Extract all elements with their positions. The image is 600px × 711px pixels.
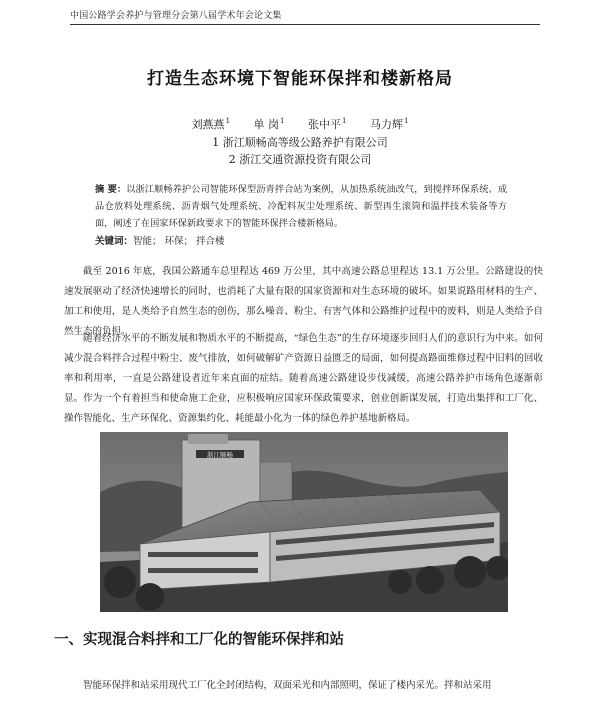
- affiliation-mark: 1: [225, 117, 231, 126]
- abstract-label: 摘 要：: [95, 184, 127, 195]
- author: [370, 118, 408, 131]
- keywords-text: 智能； 环保； 拌合楼: [133, 236, 225, 247]
- paper-title: 打造生态环境下智能环保拌和楼新格局: [147, 69, 453, 89]
- body-paragraph-3: 智能环保拌和站采用现代工厂化全封闭结构，双面采光和内部照明，保证了楼内采光。拌和站采用: [83, 680, 492, 691]
- keywords-label: 关键词：: [95, 236, 134, 247]
- author: [308, 118, 346, 131]
- author: [254, 118, 285, 131]
- author-name: 马力辉: [369, 118, 403, 131]
- affiliation-mark: 1: [403, 117, 409, 126]
- body-paragraph-1: 截至 2016 年底，我国公路通车总里程达 469 万公里，其中高速公路总里程达 13.1 万公里。公路建设的快速发展驱动了经济快速增长的同时，也消耗了大量有限的国家资源和对生态环境的破坏。如果说路用材料的生产、加工和使用，是人类给予自然生态的创伤，那么噪音、粉尘、有害气体和公路维护过程中的废料，则是人类给予自然生态的负担。: [64, 266, 543, 337]
- affiliation-1: 1 浙江顺畅高等级公路养护有限公司: [212, 136, 388, 149]
- plant-sign-text: 浙江顺畅: [207, 451, 233, 459]
- keywords: [95, 233, 225, 247]
- running-header: 中国公路学会养护与管理分会第八届学术年会论文集: [70, 8, 540, 25]
- author-name: 刘燕燕: [191, 118, 225, 131]
- author-name: 张中平: [308, 118, 341, 131]
- author-list: [0, 116, 600, 132]
- affiliation-mark: 1: [342, 117, 347, 126]
- section-heading: 一、实现混合料拌和工厂化的智能环保拌和站: [54, 632, 344, 648]
- plant-photo: [100, 432, 508, 612]
- affiliation-2: 2 浙江交通资源投资有限公司: [228, 153, 372, 166]
- abstract: [95, 181, 507, 232]
- affiliation-mark: 1: [280, 117, 285, 126]
- author: [192, 118, 230, 131]
- body-paragraph-2: 随着经济水平的不断发展和物质水平的不断提高，“绿色生态”的生存环境逐步回归人们的意识行为中来。如何减少混合料拌合过程中粉尘、废气排放，如何破解矿产资源日益匮乏的局面，如何提高路面维修过程中旧料的回收率和利用率，一直是公路建设者近年来直面的症结。随着高速公路建设步伐减缓，高速公路养护市场角色逐渐彰显。作为一个有着担当和使命施工企业，应积极响应国家环保政策要求，创业创新谋发展，打造出集拌和工厂化、操作智能化、生产环保化、资源集约化、耗能最小化为一体的绿色养护基地新格局。: [64, 333, 543, 424]
- author-name: 单 岗: [253, 118, 280, 131]
- abstract-text: 以浙江顺畅养护公司智能环保型沥青拌合站为案例，从加热系统油改气，到搅拌环保系统、成品仓放料处理系统、沥青烟气处理系统、冷配料灰尘处理系统、新型再生滚筒和温拌技术装备等方面，阐述了在国家环保新政要求下的智能环保拌合楼新格局。: [95, 184, 508, 229]
